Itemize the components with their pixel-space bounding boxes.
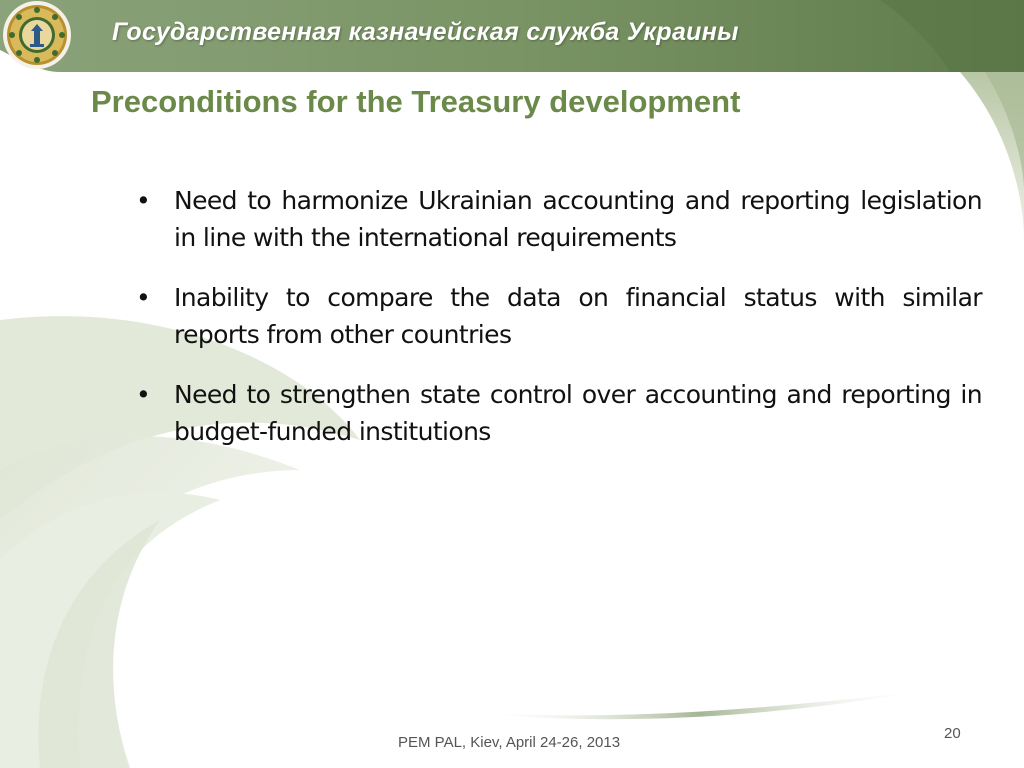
bullet-item bbox=[136, 376, 982, 450]
bullet-glyph: • bbox=[136, 186, 151, 215]
bullet-glyph: • bbox=[136, 380, 151, 409]
bullet-text: Need to harmonize Ukrainian accounting and reporting legislation in line with the international requirements bbox=[174, 186, 982, 252]
slide-title: Preconditions for the Treasury development bbox=[91, 84, 741, 119]
bullet-list bbox=[136, 182, 982, 473]
bullet-item bbox=[136, 182, 982, 256]
bullet-text: Inability to compare the data on financial status with similar reports from other countries bbox=[174, 283, 982, 349]
organization-title: Государственная казначейская служба Украины bbox=[112, 18, 739, 46]
treasury-emblem-icon bbox=[2, 0, 72, 70]
page-number: 20 bbox=[944, 725, 961, 742]
bullet-glyph: • bbox=[136, 283, 151, 312]
footer-caption: PEM PAL, Kiev, April 24-26, 2013 bbox=[398, 734, 621, 751]
bullet-text: Need to strengthen state control over accounting and reporting in budget-funded institutions bbox=[174, 380, 982, 446]
bullet-item bbox=[136, 279, 982, 353]
